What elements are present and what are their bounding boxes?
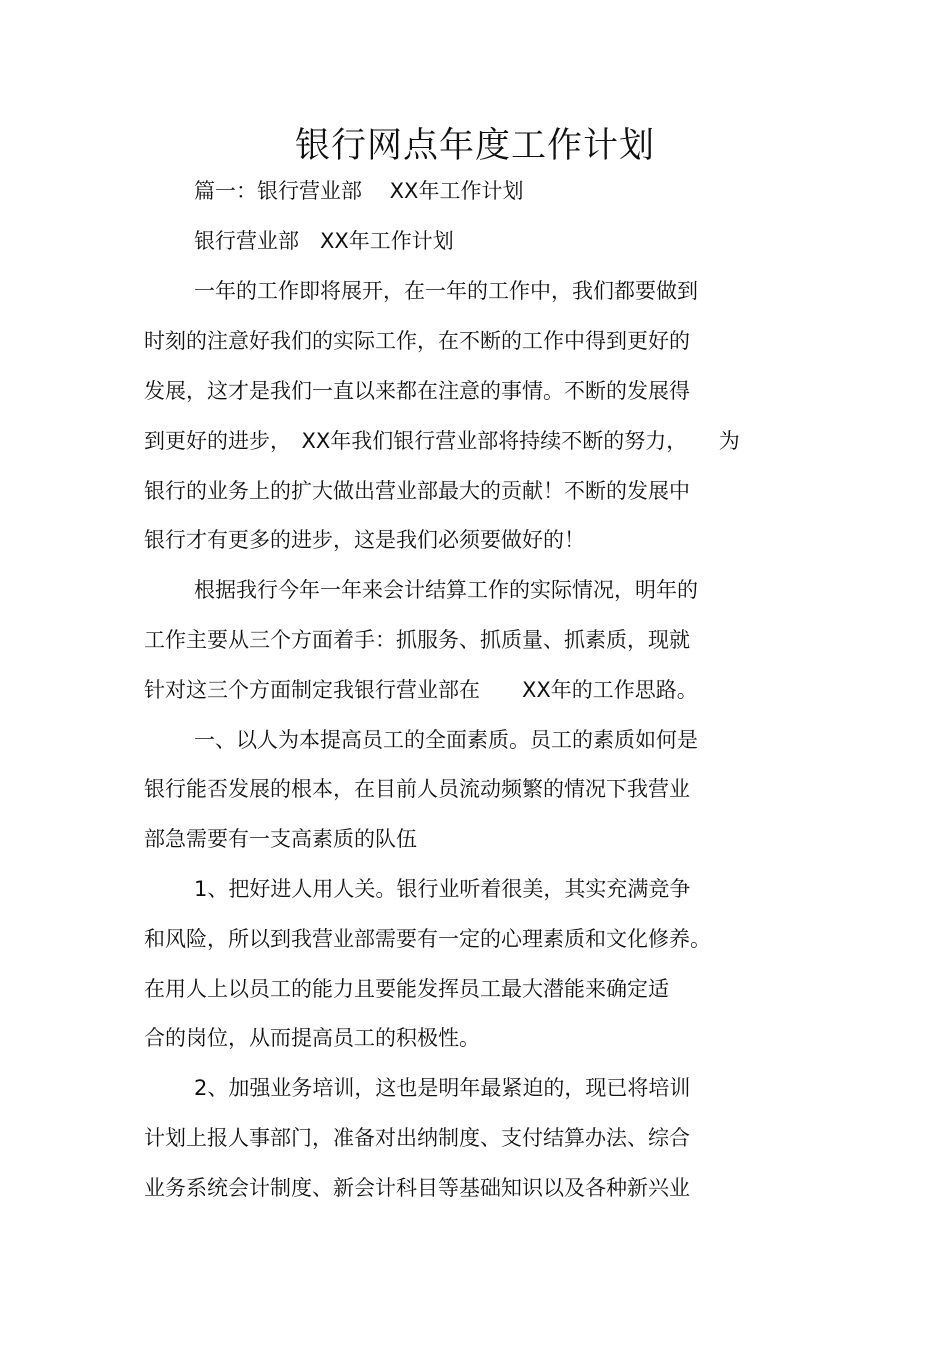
paragraph-line: 到更好的进步， XX年我们银行营业部将持续不断的努力， 为 (144, 429, 740, 453)
section-subheading: 银行营业部 XX年工作计划 (194, 229, 454, 253)
paragraph-line: 根据我行今年一年来会计结算工作的实际情况，明年的 (194, 578, 698, 602)
paragraph-line: 合的岗位，从而提高员工的积极性。 (144, 1026, 480, 1050)
paragraph-line: 和风险，所以到我营业部需要有一定的心理素质和文化修养。 (144, 927, 711, 951)
paragraph-line: 银行才有更多的进步，这是我们必须要做好的！ (144, 528, 585, 552)
paragraph-line: 在用人上以员工的能力且要能发挥员工最大潜能来确定适 (144, 977, 669, 1001)
paragraph-line: 计划上报人事部门，准备对出纳制度、支付结算办法、综合 (144, 1126, 690, 1150)
paragraph-line: 针对这三个方面制定我银行营业部在 XX年的工作思路。 (144, 678, 698, 702)
paragraph-line: 银行的业务上的扩大做出营业部最大的贡献！不断的发展中 (144, 479, 690, 503)
paragraph-line: 业务系统会计制度、新会计科目等基础知识以及各种新兴业 (144, 1176, 690, 1200)
paragraph-line: 2、加强业务培训，这也是明年最紧迫的，现已将培训 (194, 1076, 691, 1100)
paragraph-line: 一、以人为本提高员工的全面素质。员工的素质如何是 (194, 728, 698, 752)
paragraph-line: 银行能否发展的根本，在目前人员流动频繁的情况下我营业 (144, 777, 690, 801)
section-heading: 篇一：银行营业部 XX年工作计划 (194, 179, 524, 203)
paragraph-line: 工作主要从三个方面着手：抓服务、抓质量、抓素质，现就 (144, 628, 690, 652)
paragraph-line: 时刻的注意好我们的实际工作，在不断的工作中得到更好的 (144, 329, 690, 353)
paragraph-line: 发展，这才是我们一直以来都在注意的事情。不断的发展得 (144, 379, 690, 403)
document-title: 银行网点年度工作计划 (294, 126, 655, 166)
paragraph-line: 一年的工作即将展开，在一年的工作中，我们都要做到 (194, 279, 698, 303)
paragraph-line: 1、把好进人用人关。银行业听着很美，其实充满竞争 (194, 877, 691, 901)
paragraph-line: 部急需要有一支高素质的队伍 (144, 827, 417, 851)
